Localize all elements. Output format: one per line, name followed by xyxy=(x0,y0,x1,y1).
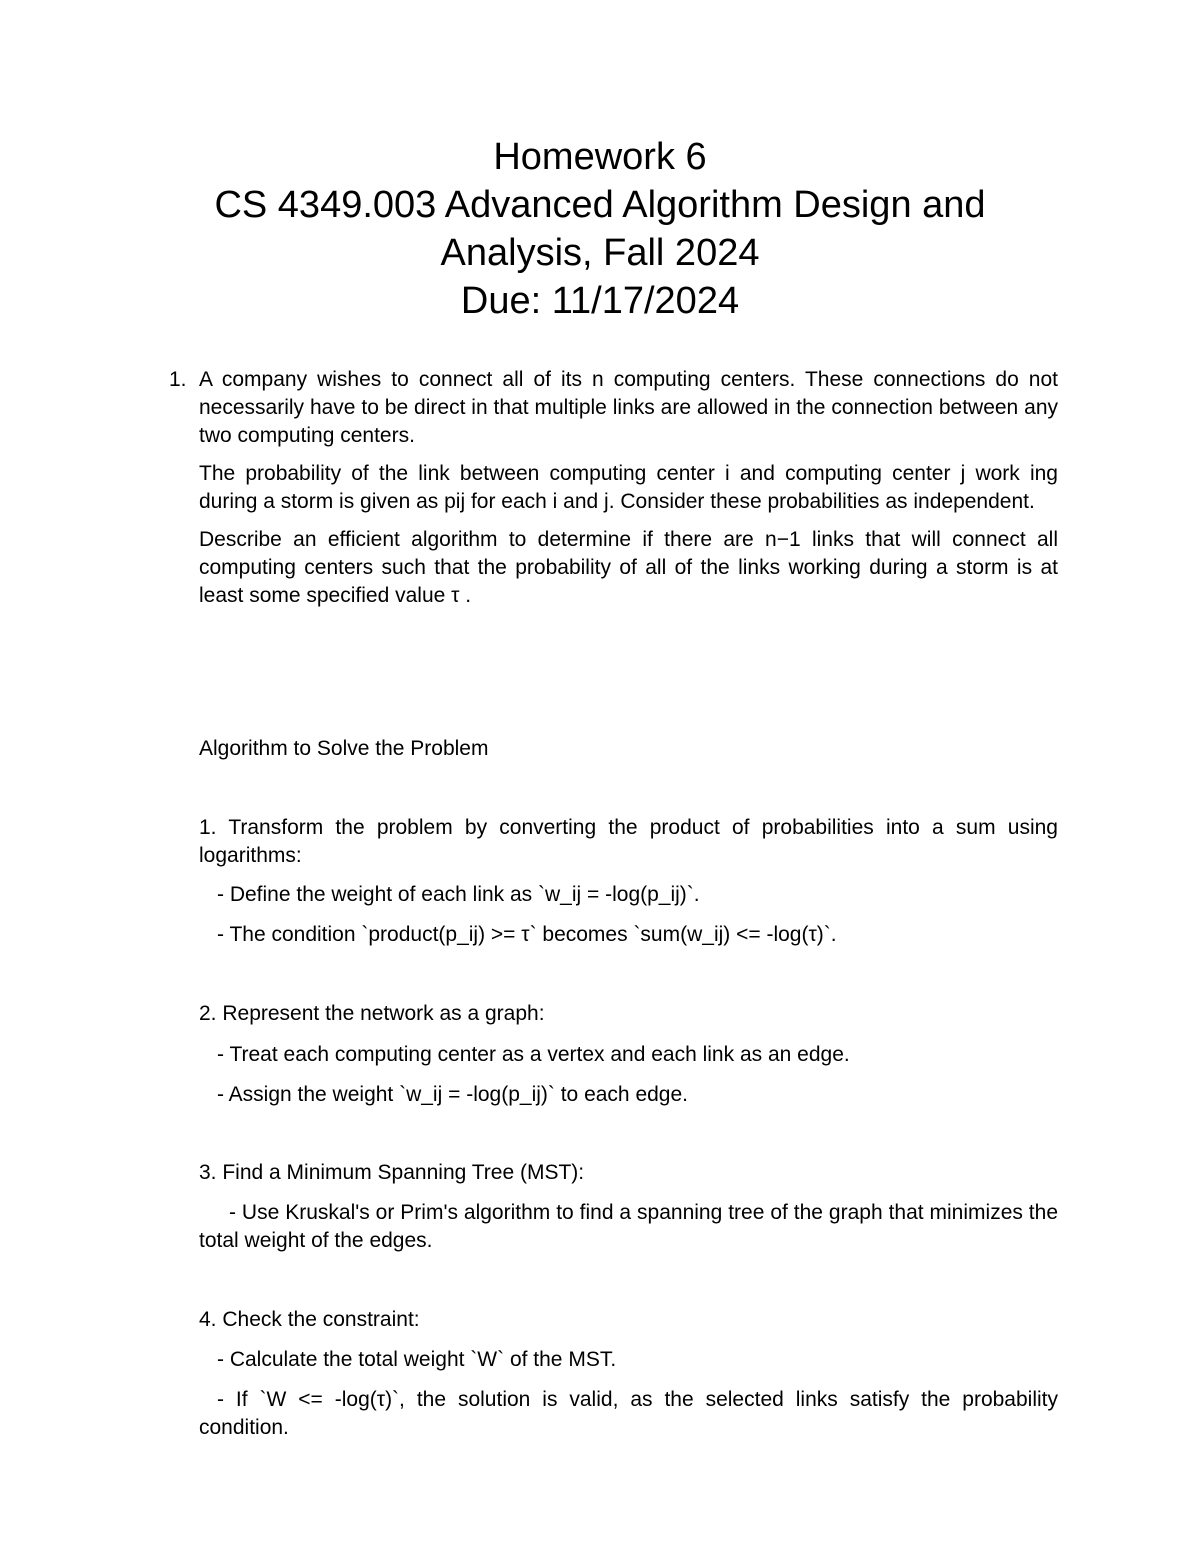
problem-statement xyxy=(169,366,1058,620)
title-homework: Homework 6 xyxy=(493,136,707,178)
step-3-text: 3. Find a Minimum Spanning Tree (MST): xyxy=(199,1161,585,1184)
step-4-bullet-1: - Calculate the total weight `W` of the MST. xyxy=(217,1348,617,1371)
step-1-bullet-2: - The condition `product(p_ij) >= τ` becomes `sum(w_ij) <= -log(τ)`. xyxy=(217,923,837,946)
step-2-bullet-1: - Treat each computing center as a vertex and each link as an edge. xyxy=(217,1043,850,1066)
step-1-bullet-1: - Define the weight of each link as `w_ij = -log(p_ij)`. xyxy=(217,883,700,906)
step-2-bullet-2: - Assign the weight `w_ij = -log(p_ij)` to each edge. xyxy=(217,1083,688,1106)
step-2-text: 2. Represent the network as a graph: xyxy=(199,1002,545,1025)
problem-paragraph-2: The probability of the link between computing center i and computing center j work ing during a storm is given as pij for each i and j. Consider these probabilities as independent. xyxy=(199,462,1058,513)
problem-paragraph-1: A company wishes to connect all of its n computing centers. These connections do not necessarily have to be direct in that multiple links are allowed in the connection between any two computing centers. xyxy=(199,368,1058,447)
title-due-date: Due: 11/17/2024 xyxy=(460,280,740,322)
problem-paragraph-3: Describe an efficient algorithm to determine if there are n−1 links that will connect all computing centers such that the probability of all of the links working during a storm is at least some specified value τ . xyxy=(199,528,1058,607)
step-3-bullet-1: - Use Kruskal's or Prim's algorithm to find a spanning tree of the graph that minimizes the total weight of the edges. xyxy=(199,1201,1058,1252)
step-4-bullet-2: - If `W <= -log(τ)`, the solution is valid, as the selected links satisfy the probability condition. xyxy=(199,1388,1058,1439)
step-4-text: 4. Check the constraint: xyxy=(199,1308,420,1331)
title-course: CS 4349.003 Advanced Algorithm Design and xyxy=(214,184,986,226)
problem-number: 1. xyxy=(169,368,187,391)
solution-heading: Algorithm to Solve the Problem xyxy=(199,737,489,760)
title-course-cont: Analysis, Fall 2024 xyxy=(440,232,760,274)
step-1-text: 1. Transform the problem by converting the product of probabilities into a sum using logarithms: xyxy=(199,816,1058,867)
document-title xyxy=(150,133,1050,325)
